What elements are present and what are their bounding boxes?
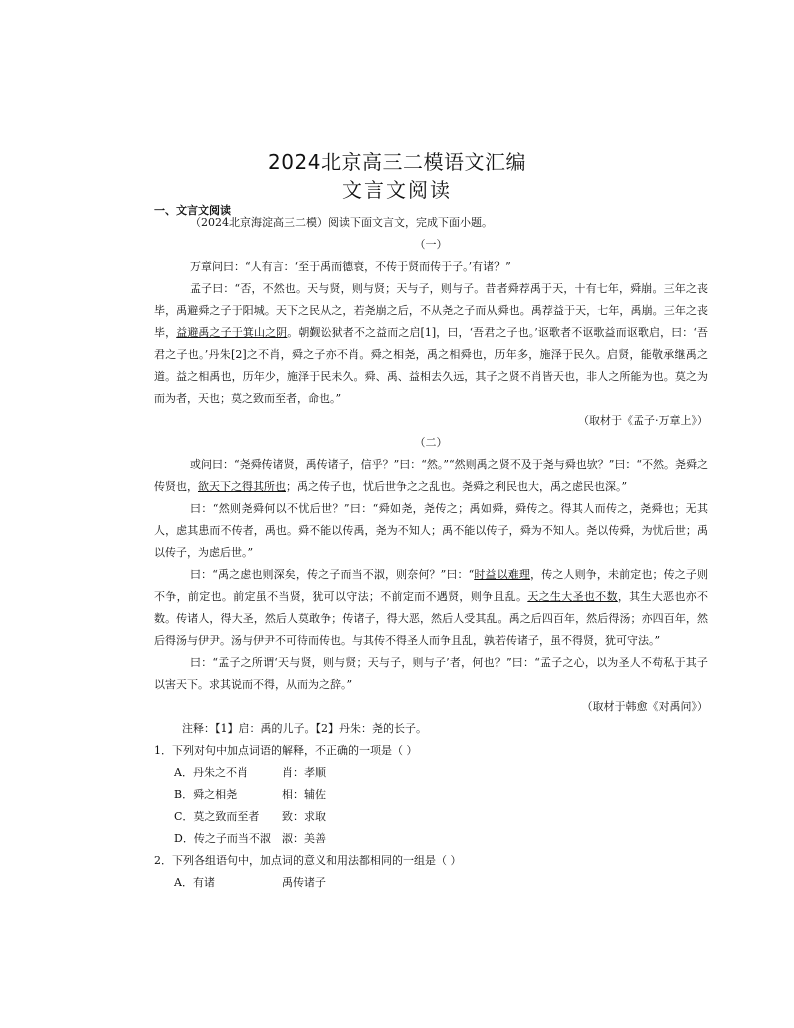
option-text: B．舜之相尧: [174, 788, 238, 801]
passage-body: [154, 212, 708, 894]
option-gloss: 相：辅佐: [282, 788, 326, 801]
section-heading: 一、文言文阅读: [154, 204, 231, 217]
passage1-label: （一）: [414, 238, 448, 251]
option-text: C．莫之致而至者: [174, 810, 260, 823]
option-gloss: 禹传诸子: [282, 876, 326, 889]
option-gloss: 肖：孝顺: [282, 766, 326, 779]
text-span: ；禹之传子也，忧后世争之之乱也。尧舜之利民也大，禹之虑民也深。”: [286, 480, 628, 493]
text-span: 孟子曰：“否，不然也。天与贤，则与贤；天与子，则与子。昔者舜荐禹于天，十有七年，舜崩。三年之丧毕，禹避舜之子于阳城。天下之民从之，若尧崩之后，不从尧之子而从舜也。禹荐益于天，七年，禹崩。三年之丧毕，: [154, 282, 708, 339]
passage1-para1: 万章问曰：“人有言：‘至于禹而德衰，不传于贤而传于子。’有诸？”: [190, 260, 511, 273]
question1-option-c: [154, 806, 708, 828]
passage1-source: （取材于《孟子·万章上》）: [578, 414, 708, 427]
passage2-para3: [154, 564, 708, 652]
question2-option-a: [154, 872, 708, 894]
option-text: A．丹朱之不肖: [174, 766, 248, 779]
underlined-sentence: 时益以难理: [474, 568, 531, 581]
question1-option-a: [154, 762, 708, 784]
question2-stem: 2．下列各组语句中，加点词的意义和用法都相同的一组是（ ）: [154, 854, 462, 867]
option-text: A．有诸: [174, 876, 215, 889]
underlined-sentence: 益避禹之子于箕山之阴: [176, 326, 288, 339]
text-span: ，传之人则争，未前定也；传之子则不争，前定也。前定虽不当贤，犹可以守法；不前定而不遇贤，则争且乱。: [154, 568, 709, 603]
passage2-para4: 曰：“孟子之所谓‘天与贤，则与贤；天与子，则与子’者，何也？”曰：“孟子之心，以为圣人不苟私于其子以害天下。求其说而不得，从而为之辞。”: [154, 656, 708, 691]
passage1-para2: [154, 278, 708, 410]
document-subtitle: 文言文阅读: [342, 178, 452, 202]
text-span: 或问曰：“尧舜传诸贤，禹传诸子，信乎？”曰：“然。”“然则禹之贤不及于尧与舜也欤？”曰：“不然。尧舜之传贤也，: [154, 458, 708, 493]
passage2-para2: 曰：“然则尧舜何以不忧后世？”曰：“舜如尧，尧传之；禹如舜，舜传之。得其人而传之，尧舜也；无其人，虑其患而不传者，禹也。舜不能以传禹，尧为不知人；禹不能以传子，舜为不知人。尧以传舜，为忧后世；禹以传子，为虑后世。”: [154, 502, 708, 559]
underlined-sentence: 天之生大圣也不数: [527, 590, 618, 603]
text-span: 。朝觐讼狱者不之益而之启[1]，曰，‘吾君之子也。’讴歌者不讴歌益而讴歌启，曰：‘吾君之子也。’丹朱[2]之不肖，舜之子亦不肖。舜之相尧，禹之相舜也，历年多，施泽于民久。启贤，能敬承继禹之道。益之相禹也，历年少，施泽于民未久。舜、禹、益相去久远，其子之贤不肖皆天也，非人之所能为也。莫之为而为者，天也；莫之致而至者，命也。”: [154, 326, 708, 405]
document-title: 2024北京高三二模语文汇编: [268, 150, 526, 174]
passage2-label: （二）: [414, 436, 448, 449]
intro-line: （2024北京海淀高三二模）阅读下面文言文，完成下面小题。: [190, 216, 493, 229]
text-span: 曰：“禹之虑也则深矣，传之子而当不淑，则奈何？”曰：“: [190, 568, 475, 581]
option-gloss: 淑：美善: [282, 832, 326, 845]
option-text: D．传之子而当不淑: [174, 832, 271, 845]
question1-option-d: [154, 828, 708, 850]
question1-option-b: [154, 784, 708, 806]
underlined-sentence: 欲天下之得其所也: [198, 480, 286, 493]
text-span: ，其生大恶也亦不数。传诸人，得大圣，然后人莫敢争；传诸子，得大恶，然后人受其乱。禹之后四百年，然后得汤；亦四百年，然后得汤与伊尹。汤与伊尹不可待而传也。与其传不得圣人而争且乱，孰若传诸子，虽不得贤，犹可守法。”: [154, 590, 708, 647]
question1-stem: 1．下列对句中加点词语的解释，不正确的一项是（ ）: [154, 744, 418, 757]
passage2-source: （取材于韩愈《对禹问》）: [581, 700, 708, 713]
notes: 注释：【1】启：禹的儿子。【2】丹朱：尧的长子。: [182, 722, 427, 735]
passage2-para1: [154, 454, 708, 498]
option-gloss: 致：求取: [282, 810, 326, 823]
